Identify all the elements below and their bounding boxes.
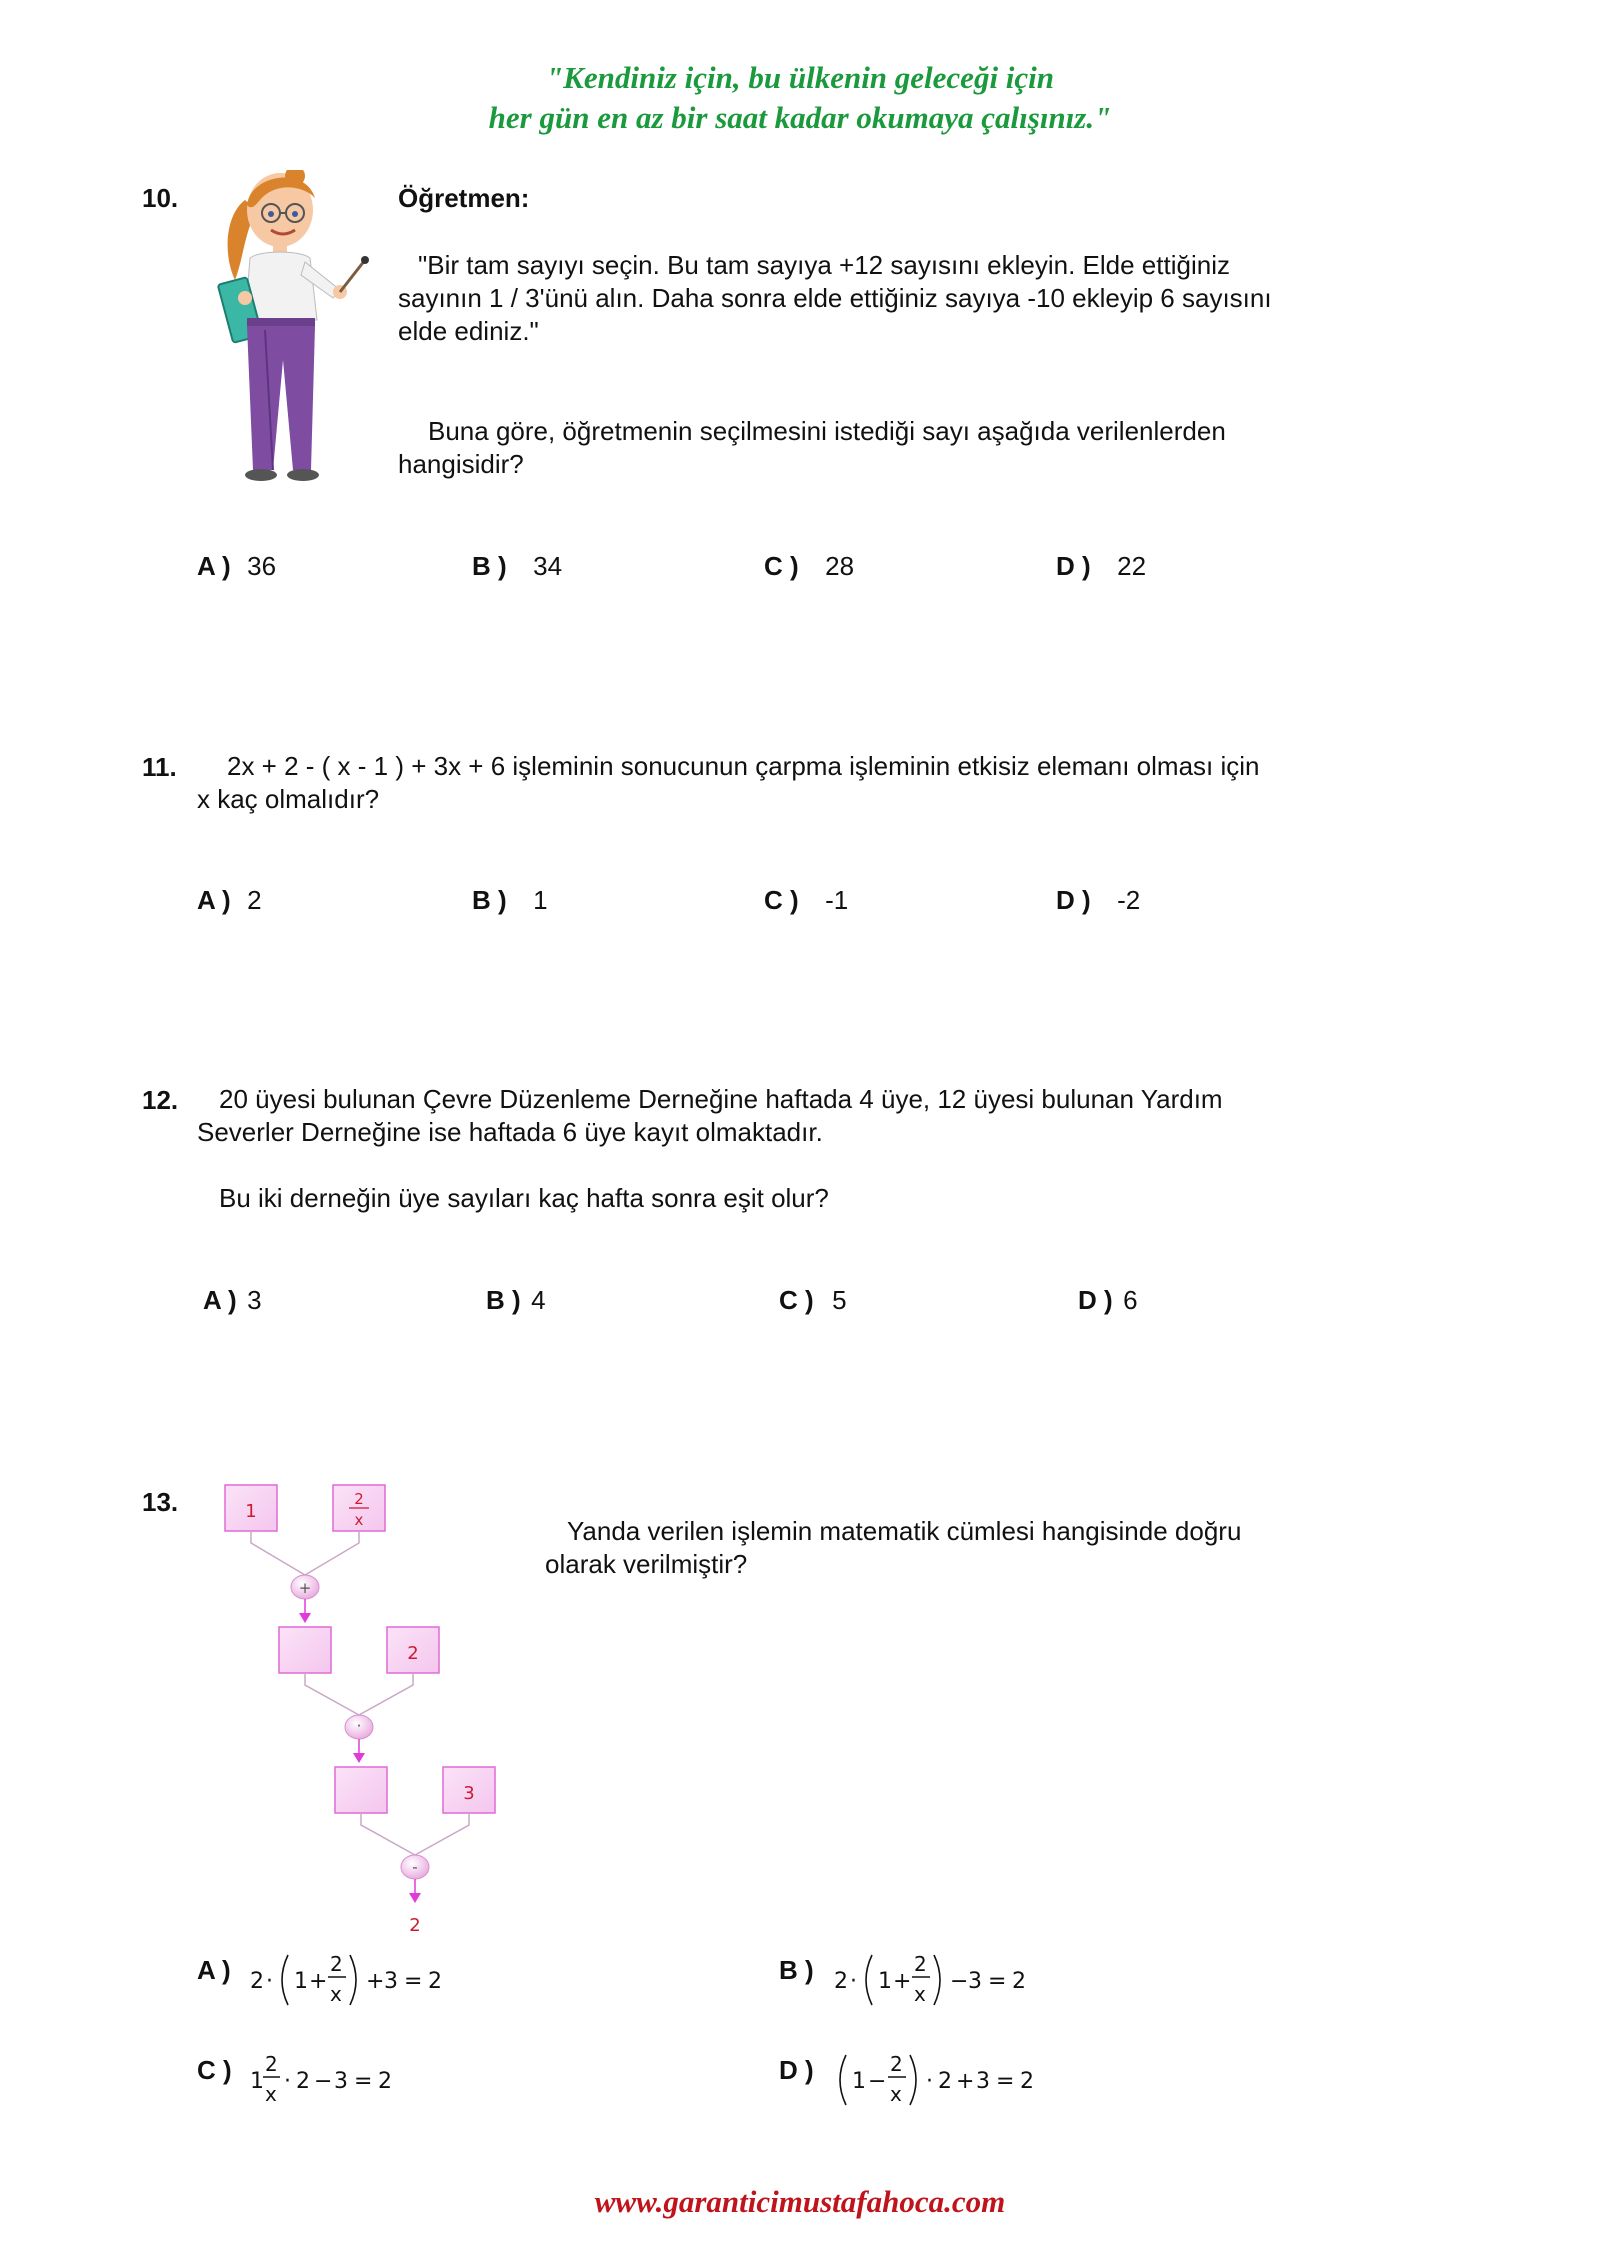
option-letter: D ) [1056,551,1091,581]
question-13-number: 13. [142,1487,179,1517]
quote-line-2: sayının 1 / 3'ünü alın. Daha sonra elde ettiğiniz sayıya -10 ekleyip 6 sayısını [398,283,1272,313]
svg-text:+: + [298,1579,312,1597]
operator-multiply [345,1715,373,1739]
svg-text:=: = [988,1969,1007,1994]
svg-text:+: + [956,2069,975,2094]
option-d-expression [832,2045,1052,2115]
header-line-2: her gün en az bir saat kadar okumaya çalışınız." [488,100,1112,135]
q13-line-2: olarak verilmiştir? [545,1549,748,1579]
svg-text:=: = [996,2069,1015,2094]
option-letter: D ) [1056,885,1091,915]
diagram-result: 2 [409,1915,421,1936]
svg-text:3: 3 [976,2069,990,2094]
option-letter: B ) [779,1955,814,1985]
svg-text:+: + [309,1969,328,1994]
option-c[interactable] [779,1285,847,1316]
svg-text:2: 2 [938,2069,952,2094]
input-box-1 [225,1485,277,1531]
svg-text:=: = [404,1969,423,1994]
svg-text:2: 2 [250,1969,264,1994]
option-letter: A ) [197,885,231,915]
svg-text:x: x [914,1982,926,2006]
option-value: 36 [247,551,277,581]
svg-text:−: − [314,2069,333,2094]
option-letter: C ) [197,2055,232,2085]
operator-minus [401,1855,429,1879]
svg-text:2: 2 [407,1643,419,1664]
question-11-number: 11. [142,752,177,782]
intermediate-box-1 [279,1627,331,1673]
svg-text:1: 1 [878,1969,892,1994]
option-letter: D ) [779,2055,814,2085]
question-10-prompt [398,415,1226,481]
option-a[interactable] [197,551,276,582]
q13-line-1: Yanda verilen işlemin matematik cümlesi hangisinde doğru [567,1516,1242,1546]
option-letter: C ) [764,885,799,915]
svg-text:-: - [412,1858,418,1876]
option-d[interactable] [779,2055,814,2086]
option-b[interactable] [472,551,562,582]
svg-text:3: 3 [334,2069,348,2094]
svg-text:x: x [265,2082,277,2106]
box-1-value: 1 [245,1501,257,1522]
svg-text:+: + [366,1969,385,1994]
svg-text:3: 3 [463,1783,475,1804]
option-value: 1 [533,885,548,915]
option-d[interactable] [1056,885,1140,916]
question-10-speaker: Öğretmen: [398,183,530,213]
svg-text:2: 2 [890,2052,903,2076]
question-10-number: 10. [142,183,179,213]
question-10-quote [398,249,1272,348]
fraction-numerator: 2 [354,1490,364,1508]
prompt-line-2: hangisidir? [398,449,524,479]
svg-text:1: 1 [852,2069,866,2094]
option-c[interactable] [764,551,854,582]
quote-line-1: "Bir tam sayıyı seçin. Bu tam sayıya +12 sayısını ekleyin. Elde ettiğiniz [418,250,1230,280]
svg-text:x: x [330,1982,342,2006]
teacher-illustration [205,170,385,485]
option-letter: A ) [197,551,231,581]
question-13-text [545,1515,1241,1581]
option-letter: C ) [764,551,799,581]
svg-text:2: 2 [834,1969,848,1994]
prompt-line-1: Buna göre, öğretmenin seçilmesini istediği sayı aşağıda verilenlerden [428,416,1226,446]
option-letter: B ) [486,1285,521,1315]
option-value: 22 [1117,551,1147,581]
option-c[interactable] [764,885,848,916]
q11-line-2: x kaç olmalıdır? [197,784,380,814]
quote-line-3: elde ediniz." [398,316,539,346]
q12-line-2: Severler Derneğine ise haftada 6 üye kayıt olmaktadır. [197,1117,823,1147]
option-letter: A ) [203,1285,237,1315]
option-a[interactable] [203,1285,262,1316]
option-c-expression [248,2045,448,2115]
svg-text:3: 3 [968,1969,982,1994]
input-box-2 [387,1627,439,1673]
svg-text:1: 1 [294,1969,308,1994]
option-value: 2 [247,885,262,915]
svg-text:+: + [893,1969,912,1994]
q12-line-1: 20 üyesi bulunan Çevre Düzenleme Derneğine haftada 4 üye, 12 üyesi bulunan Yardım [219,1084,1223,1114]
input-box-3 [443,1767,495,1813]
option-b-expression [832,1945,1052,2015]
option-a-expression [248,1945,468,2015]
svg-text:1: 1 [250,2069,264,2094]
svg-text:=: = [354,2069,373,2094]
svg-text:x: x [890,2082,902,2106]
option-value: -2 [1117,885,1141,915]
footer-website-link[interactable]: www.garanticimustafahoca.com [594,2184,1006,2219]
svg-text:2: 2 [428,1969,442,1994]
svg-text:2: 2 [378,2069,392,2094]
option-c[interactable] [197,2055,232,2086]
svg-text:2: 2 [296,2069,310,2094]
svg-text:2: 2 [1012,1969,1026,1994]
option-a[interactable] [197,1955,231,1986]
option-value: 3 [247,1285,262,1315]
svg-text:·: · [266,1969,273,1994]
svg-text:−: − [868,2069,887,2094]
option-letter: B ) [472,551,507,581]
svg-text:−: − [950,1969,969,1994]
operator-plus [291,1575,319,1599]
option-letter: C ) [779,1285,814,1315]
question-12-text [197,1083,1223,1215]
svg-text:·: · [926,2069,933,2094]
svg-text:3: 3 [384,1969,398,1994]
intermediate-box-2 [335,1767,387,1813]
option-a[interactable] [197,885,262,916]
option-value: 28 [825,551,855,581]
question-12-number: 12. [142,1085,179,1115]
q11-line-1: 2x + 2 - ( x - 1 ) + 3x + 6 işleminin sonucunun çarpma işleminin etkisiz elemanı olması için [227,751,1260,781]
svg-text:2: 2 [265,2052,278,2076]
option-b[interactable] [472,885,548,916]
svg-text:·: · [284,2069,291,2094]
option-d[interactable] [1078,1285,1138,1316]
option-b[interactable] [779,1955,814,1986]
svg-text:2: 2 [1020,2069,1034,2094]
option-letter: B ) [472,885,507,915]
fraction-denominator: x [354,1511,364,1529]
option-value: -1 [825,885,849,915]
header-line-1: "Kendiniz için, bu ülkenin geleceği için [545,60,1055,95]
option-value: 4 [531,1285,546,1315]
option-b[interactable] [486,1285,546,1316]
option-value: 6 [1123,1285,1138,1315]
svg-text:2: 2 [914,1952,927,1976]
q12-line-3: Bu iki derneğin üye sayıları kaç hafta sonra eşit olur? [219,1183,829,1213]
option-value: 34 [533,551,563,581]
question-11-text [197,750,1259,816]
svg-text:·: · [850,1969,857,1994]
option-value: 5 [832,1285,847,1315]
option-letter: D ) [1078,1285,1113,1315]
input-box-fraction [333,1485,385,1531]
svg-text:2: 2 [330,1952,343,1976]
option-d[interactable] [1056,551,1146,582]
svg-text:·: · [356,1717,362,1735]
option-letter: A ) [197,1955,231,1985]
motivational-header [0,58,1600,138]
operation-flow-diagram [215,1475,515,1945]
